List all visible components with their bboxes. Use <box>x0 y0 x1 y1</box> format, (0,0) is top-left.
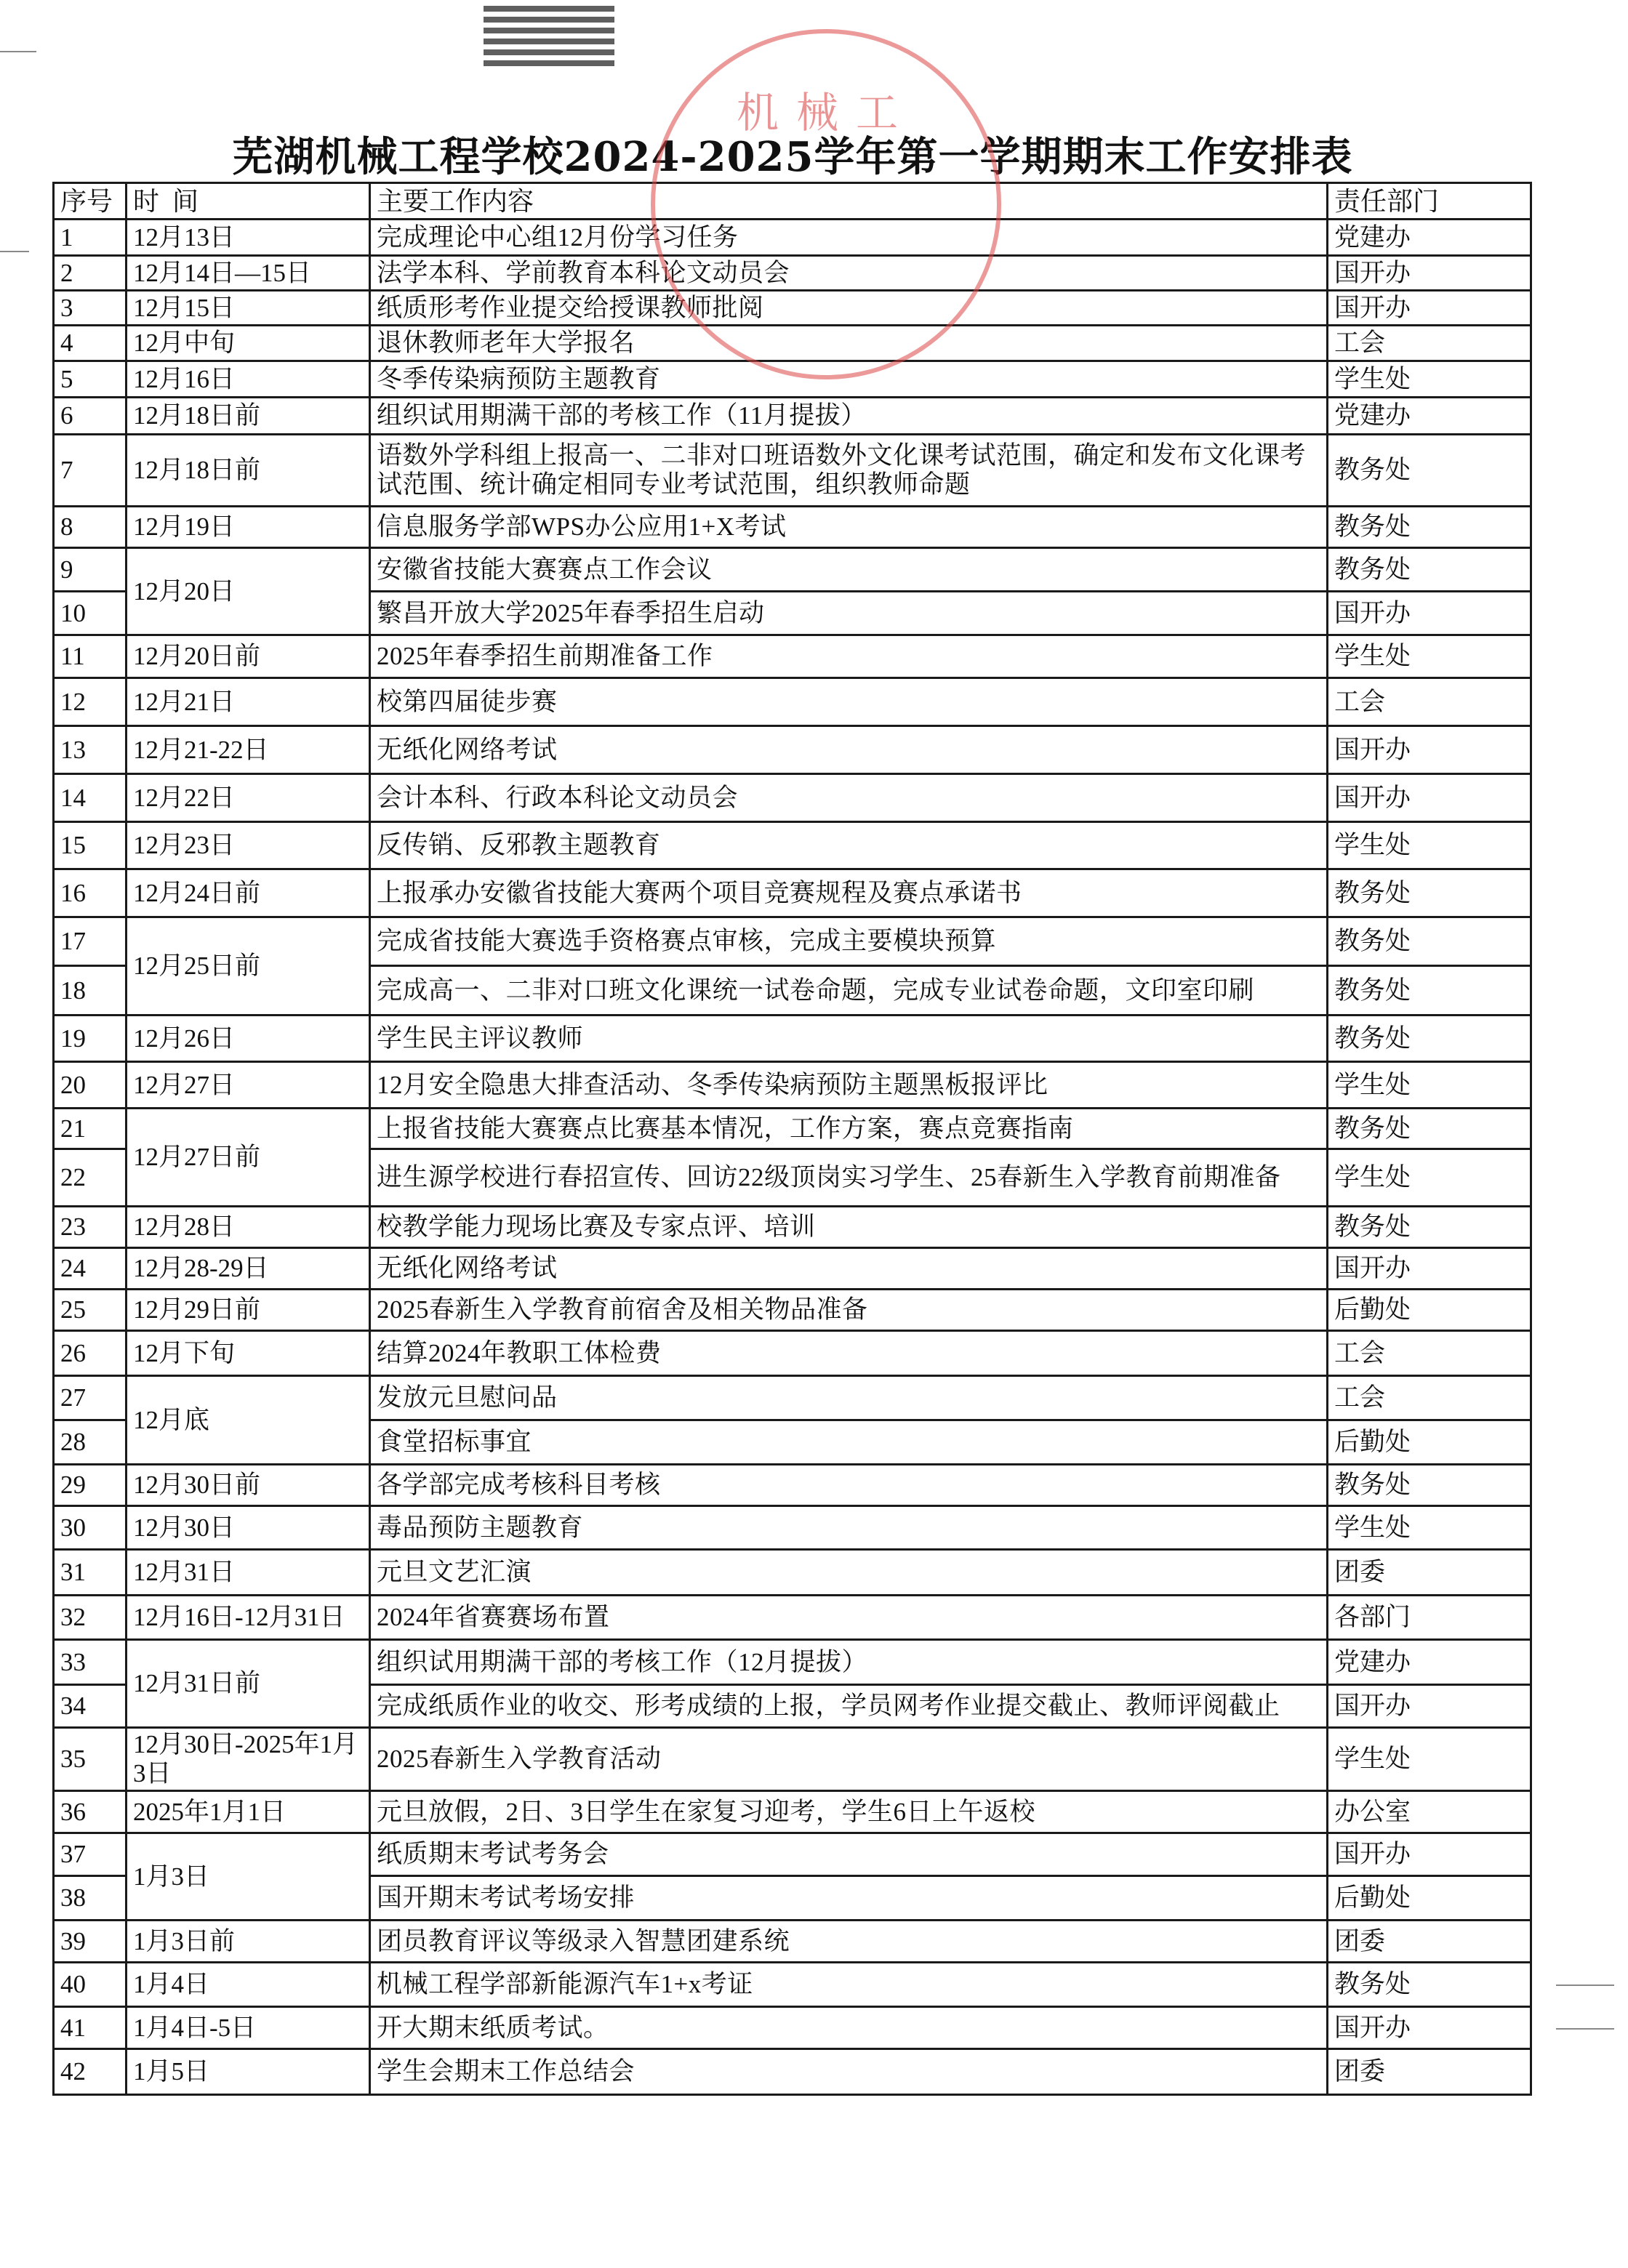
table-row <box>54 1833 1531 1876</box>
row-time: 1月4日 <box>127 1963 370 2007</box>
row-department: 国开办 <box>1328 1248 1531 1290</box>
row-number: 12 <box>54 678 127 726</box>
row-task: 退休教师老年大学报名 <box>370 326 1328 361</box>
row-number: 37 <box>54 1833 127 1876</box>
row-time: 12月15日 <box>127 291 370 326</box>
row-time: 12月中旬 <box>127 326 370 361</box>
row-number: 7 <box>54 435 127 507</box>
table-row <box>54 1109 1531 1149</box>
row-department: 团委 <box>1328 2049 1531 2095</box>
row-time: 12月20日前 <box>127 635 370 678</box>
row-number: 4 <box>54 326 127 361</box>
table-row <box>54 774 1531 822</box>
row-number: 17 <box>54 917 127 966</box>
table-row <box>54 1290 1531 1331</box>
row-task: 完成省技能大赛选手资格赛点审核，完成主要模块预算 <box>370 917 1328 966</box>
row-time: 12月下旬 <box>127 1331 370 1376</box>
table-row <box>54 2007 1531 2049</box>
scan-edge-line <box>1556 2028 1614 2030</box>
row-task: 国开期末考试考场安排 <box>370 1876 1328 1921</box>
table-row <box>54 548 1531 592</box>
table-row <box>54 869 1531 917</box>
row-task: 食堂招标事宜 <box>370 1420 1328 1465</box>
row-task: 校第四届徒步赛 <box>370 678 1328 726</box>
row-task: 进生源学校进行春招宣传、回访22级顶岗实习学生、25春新生入学教育前期准备 <box>370 1149 1328 1207</box>
scan-edge-line <box>1556 1984 1614 1986</box>
row-department: 国开办 <box>1328 592 1531 635</box>
row-number: 32 <box>54 1596 127 1640</box>
table-row <box>54 1921 1531 1963</box>
table-row <box>54 1963 1531 2007</box>
row-task: 冬季传染病预防主题教育 <box>370 361 1328 398</box>
row-number: 30 <box>54 1506 127 1550</box>
row-number: 35 <box>54 1728 127 1791</box>
row-time: 12月31日前 <box>127 1640 370 1728</box>
row-number: 39 <box>54 1921 127 1963</box>
table-row <box>54 2049 1531 2095</box>
table-row <box>54 398 1531 435</box>
row-task: 无纸化网络考试 <box>370 726 1328 774</box>
row-number: 25 <box>54 1290 127 1331</box>
header-task: 主要工作内容 <box>370 183 1328 220</box>
page-title: 芜湖机械工程学校2024-2025学年第一学期期末工作安排表 <box>232 133 1353 181</box>
row-department: 后勤处 <box>1328 1876 1531 1921</box>
table-row <box>54 1640 1531 1685</box>
row-task: 元旦文艺汇演 <box>370 1550 1328 1596</box>
row-number: 22 <box>54 1149 127 1207</box>
row-time: 12月30日-2025年1月3日 <box>127 1728 370 1791</box>
row-task: 机械工程学部新能源汽车1+x考证 <box>370 1963 1328 2007</box>
row-department: 后勤处 <box>1328 1420 1531 1465</box>
row-number: 18 <box>54 966 127 1016</box>
row-task: 2025春新生入学教育前宿舍及相关物品准备 <box>370 1290 1328 1331</box>
row-department: 国开办 <box>1328 2007 1531 2049</box>
row-time: 12月30日 <box>127 1506 370 1550</box>
scan-edge-line <box>0 251 29 252</box>
row-task: 完成高一、二非对口班文化课统一试卷命题，完成专业试卷命题，文印室印刷 <box>370 966 1328 1016</box>
seal-text: 机械工 <box>736 88 915 137</box>
header-no: 序号 <box>54 183 127 220</box>
row-number: 28 <box>54 1420 127 1465</box>
row-department: 党建办 <box>1328 398 1531 435</box>
row-department: 学生处 <box>1328 1149 1531 1207</box>
row-department: 工会 <box>1328 678 1531 726</box>
row-task: 组织试用期满干部的考核工作（11月提拔） <box>370 398 1328 435</box>
row-department: 办公室 <box>1328 1791 1531 1833</box>
row-task: 2024年省赛赛场布置 <box>370 1596 1328 1640</box>
row-department: 教务处 <box>1328 1109 1531 1149</box>
row-time: 12月20日 <box>127 548 370 635</box>
row-task: 学生民主评议教师 <box>370 1016 1328 1062</box>
table-row <box>54 678 1531 726</box>
row-department: 学生处 <box>1328 635 1531 678</box>
table-row <box>54 1248 1531 1290</box>
table-row <box>54 326 1531 361</box>
row-task: 繁昌开放大学2025年春季招生启动 <box>370 592 1328 635</box>
table-row <box>54 1506 1531 1550</box>
row-number: 34 <box>54 1685 127 1728</box>
row-task: 语数外学科组上报高一、二非对口班语数外文化课考试范围，确定和发布文化课考试范围、统计确定相同专业考试范围，组织教师命题 <box>370 435 1328 507</box>
row-number: 42 <box>54 2049 127 2095</box>
row-task: 反传销、反邪教主题教育 <box>370 822 1328 869</box>
row-time: 12月21日 <box>127 678 370 726</box>
row-time: 12月28-29日 <box>127 1248 370 1290</box>
row-department: 各部门 <box>1328 1596 1531 1640</box>
row-time: 12月27日前 <box>127 1109 370 1207</box>
row-number: 41 <box>54 2007 127 2049</box>
row-task: 团员教育评议等级录入智慧团建系统 <box>370 1921 1328 1963</box>
table-row <box>54 507 1531 548</box>
row-number: 1 <box>54 220 127 256</box>
row-number: 13 <box>54 726 127 774</box>
row-department: 国开办 <box>1328 774 1531 822</box>
table-row <box>54 220 1531 256</box>
row-task: 元旦放假，2日、3日学生在家复习迎考，学生6日上午返校 <box>370 1791 1328 1833</box>
row-task: 完成理论中心组12月份学习任务 <box>370 220 1328 256</box>
row-task: 各学部完成考核科目考核 <box>370 1465 1328 1506</box>
row-time: 12月19日 <box>127 507 370 548</box>
row-task: 2025春新生入学教育活动 <box>370 1728 1328 1791</box>
row-number: 10 <box>54 592 127 635</box>
table-row <box>54 291 1531 326</box>
row-number: 24 <box>54 1248 127 1290</box>
row-task: 校教学能力现场比赛及专家点评、培训 <box>370 1207 1328 1248</box>
table-row <box>54 726 1531 774</box>
row-number: 23 <box>54 1207 127 1248</box>
table-row <box>54 1791 1531 1833</box>
row-department: 学生处 <box>1328 1728 1531 1791</box>
row-time: 12月14日—15日 <box>127 256 370 291</box>
row-task: 纸质形考作业提交给授课教师批阅 <box>370 291 1328 326</box>
row-department: 国开办 <box>1328 256 1531 291</box>
row-department: 党建办 <box>1328 220 1531 256</box>
row-department: 团委 <box>1328 1550 1531 1596</box>
row-department: 学生处 <box>1328 1506 1531 1550</box>
row-department: 教务处 <box>1328 1207 1531 1248</box>
row-task: 法学本科、学前教育本科论文动员会 <box>370 256 1328 291</box>
row-number: 9 <box>54 548 127 592</box>
table-row <box>54 635 1531 678</box>
row-number: 15 <box>54 822 127 869</box>
row-task: 结算2024年教职工体检费 <box>370 1331 1328 1376</box>
row-task: 上报承办安徽省技能大赛两个项目竞赛规程及赛点承诺书 <box>370 869 1328 917</box>
row-department: 学生处 <box>1328 1062 1531 1109</box>
row-time: 12月18日前 <box>127 398 370 435</box>
row-time: 1月4日-5日 <box>127 2007 370 2049</box>
table-row <box>54 1062 1531 1109</box>
table-row <box>54 1596 1531 1640</box>
row-number: 5 <box>54 361 127 398</box>
row-time: 12月31日 <box>127 1550 370 1596</box>
table-row <box>54 1376 1531 1420</box>
table-row <box>54 1331 1531 1376</box>
row-department: 国开办 <box>1328 1833 1531 1876</box>
row-department: 教务处 <box>1328 1465 1531 1506</box>
row-time: 12月26日 <box>127 1016 370 1062</box>
row-time: 12月24日前 <box>127 869 370 917</box>
row-number: 31 <box>54 1550 127 1596</box>
header-time: 时 间 <box>127 183 370 220</box>
row-task: 信息服务学部WPS办公应用1+X考试 <box>370 507 1328 548</box>
row-number: 8 <box>54 507 127 548</box>
row-time: 12月28日 <box>127 1207 370 1248</box>
row-number: 21 <box>54 1109 127 1149</box>
table-row <box>54 1016 1531 1062</box>
row-task: 发放元旦慰问品 <box>370 1376 1328 1420</box>
table-row <box>54 1465 1531 1506</box>
row-time: 1月3日 <box>127 1833 370 1921</box>
row-task: 上报省技能大赛赛点比赛基本情况，工作方案，赛点竞赛指南 <box>370 1109 1328 1149</box>
row-task: 开大期末纸质考试。 <box>370 2007 1328 2049</box>
row-time: 12月25日前 <box>127 917 370 1016</box>
row-department: 国开办 <box>1328 1685 1531 1728</box>
table-header-row <box>54 183 1531 220</box>
row-department: 教务处 <box>1328 435 1531 507</box>
row-number: 20 <box>54 1062 127 1109</box>
row-time: 12月23日 <box>127 822 370 869</box>
row-number: 27 <box>54 1376 127 1420</box>
row-time: 12月13日 <box>127 220 370 256</box>
row-time: 12月21-22日 <box>127 726 370 774</box>
row-department: 后勤处 <box>1328 1290 1531 1331</box>
row-task: 会计本科、行政本科论文动员会 <box>370 774 1328 822</box>
row-task: 学生会期末工作总结会 <box>370 2049 1328 2095</box>
row-department: 团委 <box>1328 1921 1531 1963</box>
row-number: 38 <box>54 1876 127 1921</box>
row-task: 12月安全隐患大排查活动、冬季传染病预防主题黑板报评比 <box>370 1062 1328 1109</box>
row-department: 教务处 <box>1328 548 1531 592</box>
row-number: 19 <box>54 1016 127 1062</box>
row-department: 党建办 <box>1328 1640 1531 1685</box>
row-department: 工会 <box>1328 326 1531 361</box>
row-department: 教务处 <box>1328 869 1531 917</box>
row-department: 教务处 <box>1328 507 1531 548</box>
row-time: 12月18日前 <box>127 435 370 507</box>
row-number: 16 <box>54 869 127 917</box>
row-time: 1月3日前 <box>127 1921 370 1963</box>
row-task: 纸质期末考试考务会 <box>370 1833 1328 1876</box>
row-department: 教务处 <box>1328 1963 1531 2007</box>
row-time: 12月30日前 <box>127 1465 370 1506</box>
scan-edge-line <box>0 51 36 52</box>
row-number: 26 <box>54 1331 127 1376</box>
row-task: 2025年春季招生前期准备工作 <box>370 635 1328 678</box>
row-number: 14 <box>54 774 127 822</box>
row-time: 12月16日-12月31日 <box>127 1596 370 1640</box>
row-time: 12月22日 <box>127 774 370 822</box>
row-number: 36 <box>54 1791 127 1833</box>
table-row <box>54 1550 1531 1596</box>
row-department: 教务处 <box>1328 1016 1531 1062</box>
schedule-table <box>52 182 1532 2096</box>
row-number: 3 <box>54 291 127 326</box>
row-task: 组织试用期满干部的考核工作（12月提拔） <box>370 1640 1328 1685</box>
table-row <box>54 256 1531 291</box>
row-task: 毒品预防主题教育 <box>370 1506 1328 1550</box>
row-task: 完成纸质作业的收交、形考成绩的上报，学员网考作业提交截止、教师评阅截止 <box>370 1685 1328 1728</box>
scan-mark <box>484 6 614 75</box>
row-department: 工会 <box>1328 1331 1531 1376</box>
row-department: 教务处 <box>1328 966 1531 1016</box>
table-row <box>54 361 1531 398</box>
row-time: 12月16日 <box>127 361 370 398</box>
row-number: 6 <box>54 398 127 435</box>
header-dept: 责任部门 <box>1328 183 1531 220</box>
row-department: 教务处 <box>1328 917 1531 966</box>
row-department: 国开办 <box>1328 726 1531 774</box>
row-number: 33 <box>54 1640 127 1685</box>
table-row <box>54 1207 1531 1248</box>
row-number: 2 <box>54 256 127 291</box>
row-time: 1月5日 <box>127 2049 370 2095</box>
table-row <box>54 435 1531 507</box>
row-number: 40 <box>54 1963 127 2007</box>
row-time: 2025年1月1日 <box>127 1791 370 1833</box>
table-row <box>54 917 1531 966</box>
row-department: 学生处 <box>1328 361 1531 398</box>
row-department: 工会 <box>1328 1376 1531 1420</box>
table-row <box>54 1728 1531 1791</box>
row-time: 12月底 <box>127 1376 370 1465</box>
row-time: 12月27日 <box>127 1062 370 1109</box>
table-row <box>54 822 1531 869</box>
row-department: 国开办 <box>1328 291 1531 326</box>
row-department: 学生处 <box>1328 822 1531 869</box>
row-task: 无纸化网络考试 <box>370 1248 1328 1290</box>
row-number: 29 <box>54 1465 127 1506</box>
row-time: 12月29日前 <box>127 1290 370 1331</box>
row-task: 安徽省技能大赛赛点工作会议 <box>370 548 1328 592</box>
row-number: 11 <box>54 635 127 678</box>
